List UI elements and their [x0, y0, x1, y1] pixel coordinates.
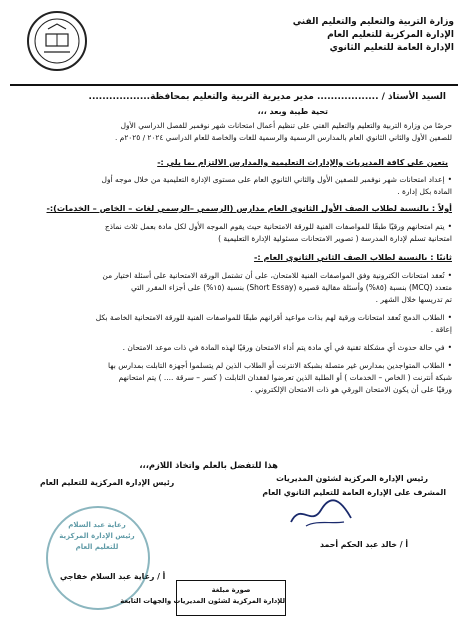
- salutation: السيد الأستاذ / .................. مدير مديرية التربية والتعليم بمحافظة..................: [88, 92, 446, 102]
- section-1-title: أولاً : بالنسبة لطلاب الصف الأول الثانوي العام مدارس (الرسمي –الرسمي لغات – الخاص – الخدمات):-: [46, 203, 452, 213]
- bullet-top-1: •إعداد امتحانات شهر نوفمبر للصفين الأول والثاني الثانوي العام على مستوى الإدارة التعليمية من خلال موجه أول: [101, 175, 452, 184]
- stamp-text: رعاية عبد السلام رئيس الإدارة المركزية للتعليم العام: [59, 521, 135, 551]
- header-line-1: وزارة التربية والتعليم والتعليم الفني: [292, 17, 454, 27]
- bullet-dot-icon: •: [447, 343, 452, 352]
- copy-box-line-2: للإدارة المركزية لشئون المديريات والجهات التابعة: [120, 597, 285, 605]
- right-signatory-name: أ / خالد عبد الحكم أحمد: [320, 540, 408, 549]
- header-line-3: الإدارة العامة للتعليم الثانوي: [329, 43, 454, 53]
- call-to-action: يتعين على كافة المديريات والإدارات التعليمية والمدارس الالتزام بما يلي :-: [157, 158, 448, 167]
- section-1-line-2: امتحانية تسلم لإدارة المدرسة ( تصوير الامتحانات مسئولية الإدارة التعليمية ): [218, 234, 452, 243]
- section-2-line-2: متعدد (MCQ) بنسبة (٨٥%) وأسئلة مقالية قصيرة (Short Essay) بنسبة (١٥%) على أجزاء المقرر التي: [130, 283, 452, 292]
- left-signatory-title: رئيس الإدارة المركزية للتعليم العام: [40, 478, 175, 487]
- right-signatory-title: رئيس الإدارة المركزية لشئون المديريات: [276, 474, 428, 483]
- closing-line: هذا للتفضل بالعلم واتخاذ اللازم،،،: [139, 460, 278, 470]
- section-2-line-3: تم تدريسها خلال الشهر .: [375, 295, 452, 304]
- bullet-dot-icon: •: [447, 361, 452, 370]
- ministry-header: [278, 16, 454, 55]
- section-2-line-5: إعاقة .: [430, 325, 452, 334]
- section-2-line-4: •الطلاب الدمج تُعقد امتحانات ورقية لهم بذات مواعيد أقرانهم طبقًا للمواصفات الفنية للورقة الامتحانية الخاصة بكل: [95, 313, 452, 322]
- section-2-line-7: •الطلاب المتواجدين بمدارس غير متصلة بشبكة الانترنت أو الطلاب الذين لم يتسلموا أجهزة التابلت بمدارس بها: [108, 361, 452, 370]
- ministry-logo-icon: [26, 10, 88, 72]
- copy-box-line-1: صورة مبلغة: [211, 586, 251, 594]
- section-2-title: ثانيًا : بالنسبة لطلاب الصف الثاني الثانوي العام :-: [253, 252, 452, 262]
- copy-distribution-box: [120, 580, 286, 616]
- header-separator: [10, 84, 458, 86]
- section-2-line-9: ورقيًا على أن يكون الامتحان الورقي هو ذات الامتحان الإلكتروني .: [250, 385, 452, 394]
- intro-line-2: للصفين الأول والثاني الثانوي العام بالمدارس الرسمية والرسمية للغات والخاصة للعام الدراسي ٢٠٢٤ / ٢٠٢٥م .: [115, 133, 452, 142]
- bullet-top-2: المادة بكل إدارة .: [397, 187, 452, 196]
- section-2-line-6: •في حالة حدوث أي مشكلة تقنية في أي مادة يتم أداء الامتحان ورقيًا لهذه المادة في ذات موعد الامتحان .: [122, 343, 452, 352]
- section-2-line-8: شبكة أنترنت ( الخاص – الخدمات ) أو الطلبة الذين تعرضوا لفقدان التابلت ( كسر – سرقة .... ) يتم امتحانهم: [118, 373, 452, 382]
- bullet-dot-icon: •: [447, 313, 452, 322]
- section-2-line-1: •تُعقد امتحانات الكترونية وفق المواصفات الفنية للامتحان، على أن تشتمل الورقة الامتحانية على أسئلة اختيار من: [102, 271, 452, 280]
- bullet-dot-icon: •: [447, 271, 452, 280]
- bullet-dot-icon: •: [447, 222, 452, 231]
- greeting: تحية طيبة وبعد ،،،: [257, 107, 328, 116]
- left-signatory-name: أ / رعاية عبد السلام خفاجي: [60, 572, 166, 581]
- handwritten-signature-icon: [286, 492, 356, 532]
- header-line-2: الإدارة المركزية للتعليم العام: [327, 30, 454, 40]
- intro-line-1: حرصًا من وزارة التربية والتعليم والتعليم الفني على تنظيم أعمال امتحانات شهر نوفمبر للفصل الدراسي الأول: [120, 121, 452, 130]
- right-signatory-subtitle: المشرف على الإدارة العامة للتعليم الثانوي العام: [262, 488, 446, 497]
- bullet-dot-icon: •: [447, 175, 452, 184]
- section-1-line-1: •يتم امتحانهم ورقيًا طبقًا للمواصفات الفنية للورقة الامتحانية حيث يقوم الموجه الأول لكل مادة بعمل ثلاث نماذج: [104, 222, 452, 231]
